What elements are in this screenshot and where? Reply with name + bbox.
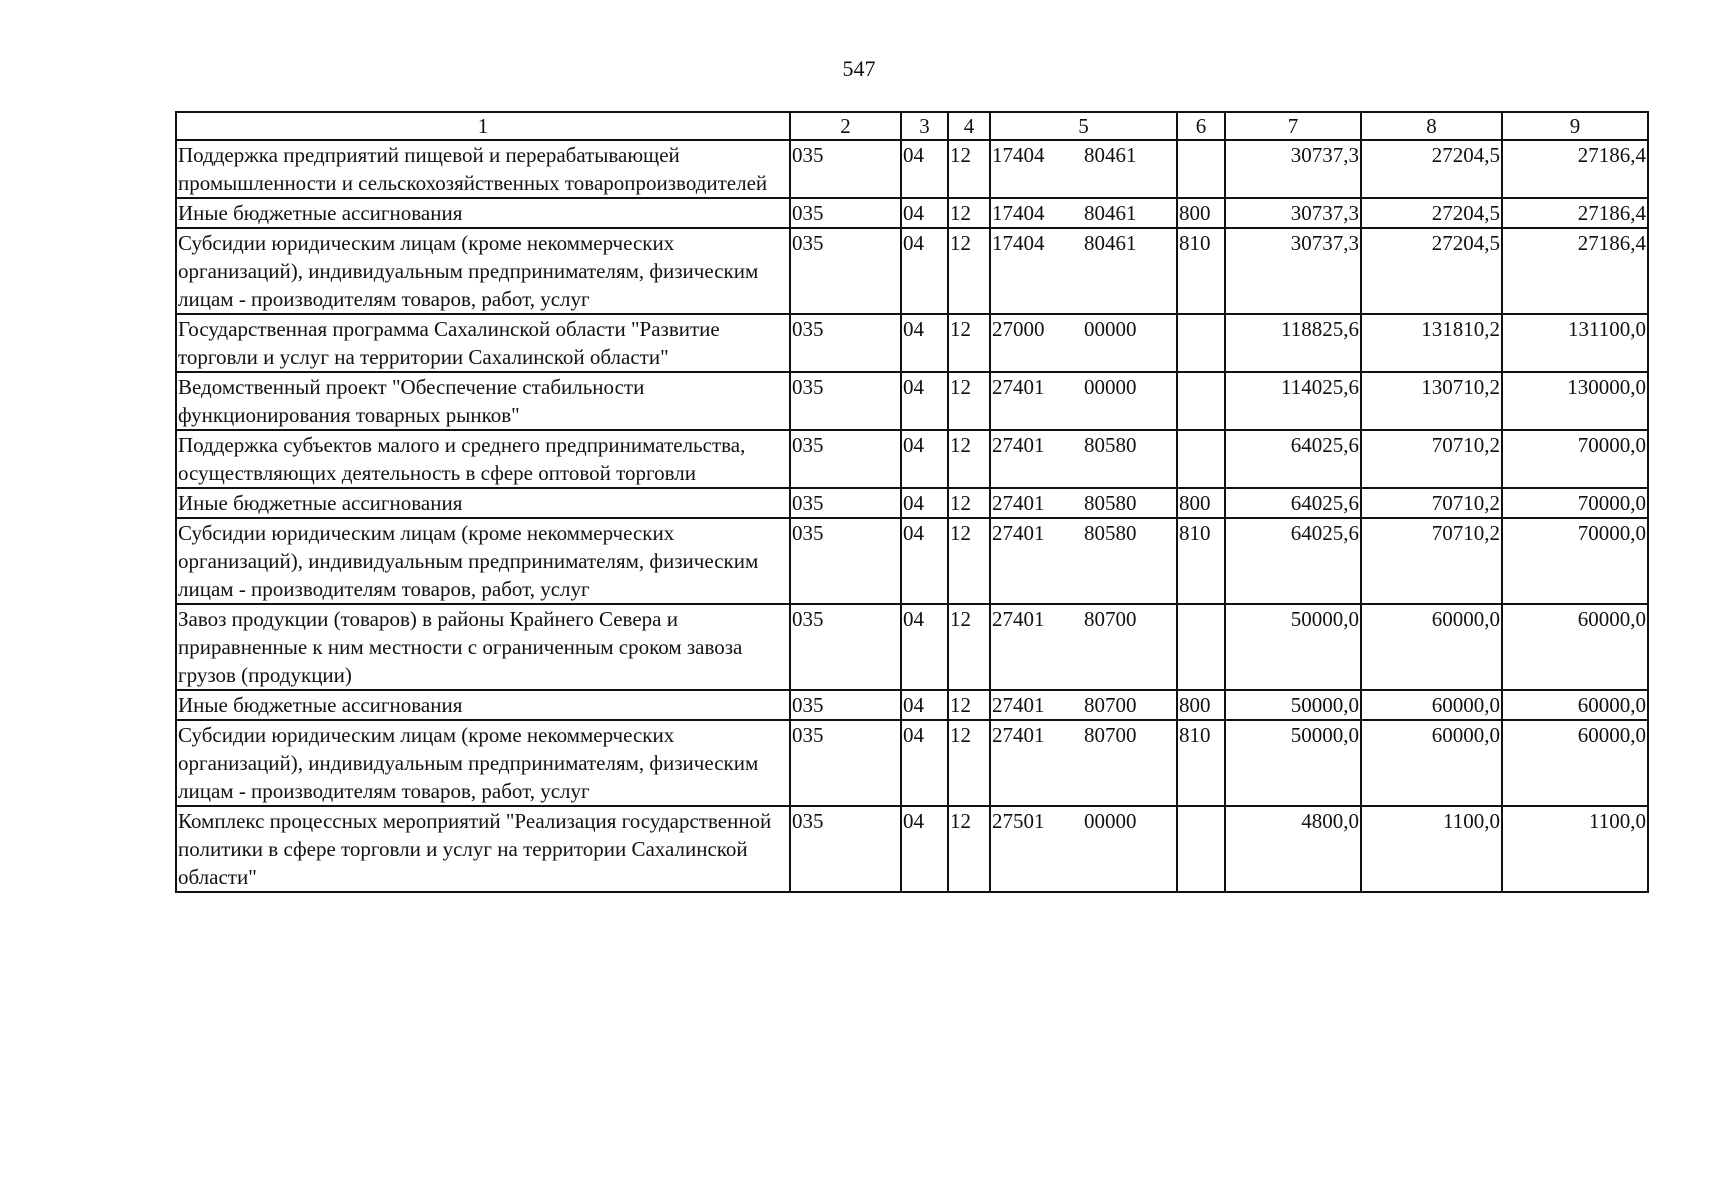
row-subsection: 12 [948,720,990,806]
row-expense-type: 800 [1177,488,1225,518]
row-expense-type: 800 [1177,690,1225,720]
row-expense-type [1177,140,1225,198]
header-col-3: 3 [901,112,948,140]
table-row [176,604,1648,690]
row-expense-type [1177,430,1225,488]
row-amount-col9: 60000,0 [1502,690,1648,720]
row-amount-col7: 4800,0 [1225,806,1361,892]
row-target-article [990,198,1177,228]
header-col-8: 8 [1361,112,1502,140]
row-name: Поддержка предприятий пищевой и перерабатывающей промышленности и сельскохозяйственных товаропроизводителей [176,140,790,198]
row-amount-col9: 27186,4 [1502,198,1648,228]
row-subsection: 12 [948,314,990,372]
row-expense-type [1177,604,1225,690]
table-row [176,372,1648,430]
row-target-article [990,690,1177,720]
row-amount-col8: 70710,2 [1361,518,1502,604]
row-subsection: 12 [948,690,990,720]
row-admin-code: 035 [790,518,901,604]
row-amount-col8: 60000,0 [1361,604,1502,690]
row-target-article [990,518,1177,604]
table-row [176,720,1648,806]
row-target-article-program: 27000 [992,317,1045,341]
row-expense-type: 810 [1177,228,1225,314]
row-target-article-program: 17404 [992,231,1045,255]
row-subsection: 12 [948,604,990,690]
row-target-article [990,430,1177,488]
row-expense-type [1177,314,1225,372]
row-amount-col7: 50000,0 [1225,720,1361,806]
header-col-6: 6 [1177,112,1225,140]
row-subsection: 12 [948,198,990,228]
row-section: 04 [901,198,948,228]
row-target-article-direction: 00000 [1084,375,1137,399]
table-row [176,518,1648,604]
row-amount-col7: 50000,0 [1225,604,1361,690]
row-admin-code: 035 [790,690,901,720]
row-amount-col8: 1100,0 [1361,806,1502,892]
row-section: 04 [901,720,948,806]
row-target-article-direction: 80461 [1084,143,1137,167]
row-target-article-direction: 80700 [1084,607,1137,631]
row-admin-code: 035 [790,198,901,228]
row-expense-type [1177,806,1225,892]
row-section: 04 [901,690,948,720]
row-amount-col7: 64025,6 [1225,488,1361,518]
row-subsection: 12 [948,228,990,314]
table-row [176,488,1648,518]
row-name: Субсидии юридическим лицам (кроме некоммерческих организаций), индивидуальным предпринимателям, физическим лицам - производителям товаров, работ, услуг [176,518,790,604]
row-subsection: 12 [948,488,990,518]
row-section: 04 [901,430,948,488]
row-section: 04 [901,604,948,690]
row-amount-col9: 130000,0 [1502,372,1648,430]
row-name: Иные бюджетные ассигнования [176,488,790,518]
header-col-9: 9 [1502,112,1648,140]
row-name: Субсидии юридическим лицам (кроме некоммерческих организаций), индивидуальным предпринимателям, физическим лицам - производителям товаров, работ, услуг [176,228,790,314]
header-col-1: 1 [176,112,790,140]
row-subsection: 12 [948,140,990,198]
row-amount-col7: 64025,6 [1225,518,1361,604]
row-amount-col8: 70710,2 [1361,488,1502,518]
row-amount-col9: 131100,0 [1502,314,1648,372]
row-subsection: 12 [948,430,990,488]
row-amount-col8: 70710,2 [1361,430,1502,488]
row-section: 04 [901,518,948,604]
header-col-5: 5 [990,112,1177,140]
table-row [176,806,1648,892]
row-target-article-direction: 80700 [1084,693,1137,717]
row-amount-col7: 64025,6 [1225,430,1361,488]
page-number: 547 [842,56,876,81]
row-target-article-program: 27401 [992,723,1045,747]
table-row [176,690,1648,720]
header-col-7: 7 [1225,112,1361,140]
row-section: 04 [901,372,948,430]
row-target-article-program: 27401 [992,607,1045,631]
row-name: Поддержка субъектов малого и среднего предпринимательства, осуществляющих деятельность в сфере оптовой торговли [176,430,790,488]
row-amount-col7: 114025,6 [1225,372,1361,430]
row-amount-col8: 130710,2 [1361,372,1502,430]
row-subsection: 12 [948,372,990,430]
table-row [176,228,1648,314]
row-section: 04 [901,140,948,198]
row-target-article [990,720,1177,806]
row-admin-code: 035 [790,314,901,372]
row-admin-code: 035 [790,430,901,488]
row-amount-col7: 118825,6 [1225,314,1361,372]
row-amount-col8: 131810,2 [1361,314,1502,372]
row-target-article [990,488,1177,518]
row-amount-col7: 30737,3 [1225,228,1361,314]
row-target-article-direction: 80700 [1084,723,1137,747]
row-expense-type: 800 [1177,198,1225,228]
row-expense-type [1177,372,1225,430]
row-amount-col9: 27186,4 [1502,140,1648,198]
row-target-article-direction: 00000 [1084,809,1137,833]
row-name: Завоз продукции (товаров) в районы Крайнего Севера и приравненные к ним местности с ограниченным сроком завоза грузов (продукции) [176,604,790,690]
row-amount-col7: 30737,3 [1225,198,1361,228]
header-col-4: 4 [948,112,990,140]
row-section: 04 [901,488,948,518]
table-row [176,314,1648,372]
row-target-article-program: 27401 [992,375,1045,399]
row-admin-code: 035 [790,488,901,518]
row-target-article-program: 27401 [992,693,1045,717]
row-amount-col9: 1100,0 [1502,806,1648,892]
row-target-article-direction: 80461 [1084,201,1137,225]
row-amount-col9: 70000,0 [1502,488,1648,518]
row-amount-col9: 70000,0 [1502,518,1648,604]
row-target-article-program: 27501 [992,809,1045,833]
row-target-article-direction: 80580 [1084,491,1137,515]
row-name: Иные бюджетные ассигнования [176,690,790,720]
row-target-article-direction: 80461 [1084,231,1137,255]
row-target-article [990,372,1177,430]
table-row [176,140,1648,198]
row-target-article-direction: 80580 [1084,521,1137,545]
row-target-article-program: 27401 [992,491,1045,515]
row-target-article-program: 27401 [992,521,1045,545]
row-admin-code: 035 [790,372,901,430]
row-target-article-program: 27401 [992,433,1045,457]
row-target-article-direction: 00000 [1084,317,1137,341]
row-name: Комплекс процессных мероприятий "Реализация государственной политики в сфере торговли и услуг на территории Сахалинской области" [176,806,790,892]
row-target-article-program: 17404 [992,143,1045,167]
row-admin-code: 035 [790,228,901,314]
row-subsection: 12 [948,518,990,604]
row-admin-code: 035 [790,806,901,892]
row-target-article-program: 17404 [992,201,1045,225]
row-amount-col7: 50000,0 [1225,690,1361,720]
row-expense-type: 810 [1177,518,1225,604]
row-target-article [990,228,1177,314]
row-amount-col8: 27204,5 [1361,198,1502,228]
header-col-2: 2 [790,112,901,140]
row-admin-code: 035 [790,720,901,806]
table-row [176,198,1648,228]
row-section: 04 [901,314,948,372]
row-section: 04 [901,806,948,892]
row-name: Субсидии юридическим лицам (кроме некоммерческих организаций), индивидуальным предпринимателям, физическим лицам - производителям товаров, работ, услуг [176,720,790,806]
budget-table [175,111,1649,893]
row-section: 04 [901,228,948,314]
row-amount-col9: 60000,0 [1502,604,1648,690]
row-name: Иные бюджетные ассигнования [176,198,790,228]
row-amount-col8: 60000,0 [1361,690,1502,720]
row-amount-col9: 27186,4 [1502,228,1648,314]
table-row [176,430,1648,488]
row-amount-col8: 27204,5 [1361,140,1502,198]
row-amount-col8: 60000,0 [1361,720,1502,806]
row-amount-col7: 30737,3 [1225,140,1361,198]
row-name: Государственная программа Сахалинской области "Развитие торговли и услуг на территории Сахалинской области" [176,314,790,372]
row-subsection: 12 [948,806,990,892]
row-target-article [990,806,1177,892]
row-expense-type: 810 [1177,720,1225,806]
row-amount-col8: 27204,5 [1361,228,1502,314]
row-amount-col9: 60000,0 [1502,720,1648,806]
row-target-article-direction: 80580 [1084,433,1137,457]
row-target-article [990,314,1177,372]
row-target-article [990,140,1177,198]
row-target-article [990,604,1177,690]
row-name: Ведомственный проект "Обеспечение стабильности функционирования товарных рынков" [176,372,790,430]
row-admin-code: 035 [790,140,901,198]
header-row [176,112,1648,140]
row-amount-col9: 70000,0 [1502,430,1648,488]
row-admin-code: 035 [790,604,901,690]
